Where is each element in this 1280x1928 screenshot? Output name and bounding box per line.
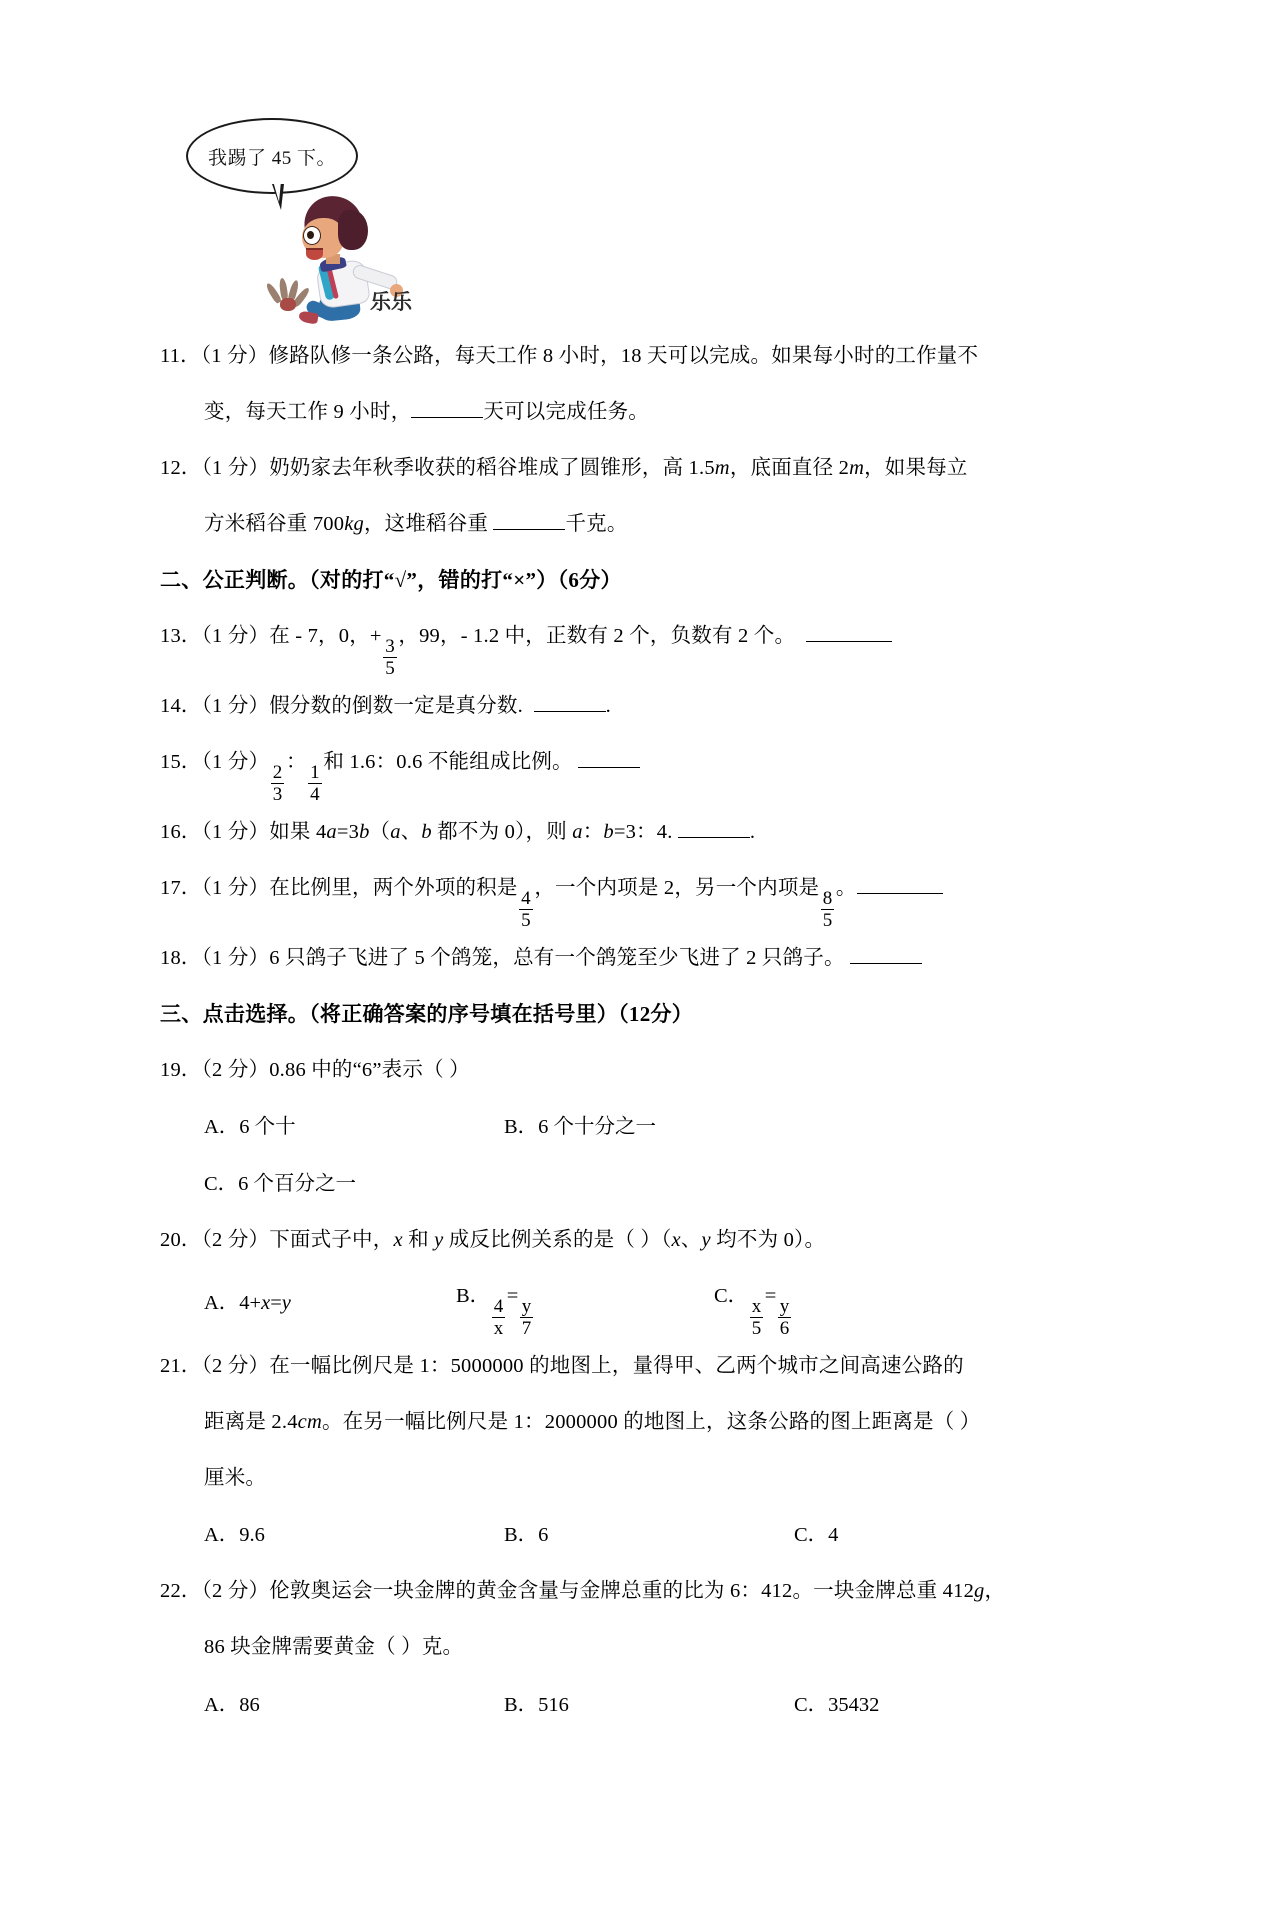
question-16-var-a2: a bbox=[390, 820, 401, 843]
question-15-number: 15． bbox=[160, 750, 202, 773]
fraction-y-7: $\frac{y}{7}$ bbox=[521, 1296, 532, 1340]
question-12-unit-kg: kg bbox=[344, 513, 364, 535]
question-21-line1: 在一幅比例尺是 1：5000000 的地图上，量得甲、乙两个城市之间高速公路的 bbox=[269, 1355, 964, 1378]
question-21-choice-c[interactable]: C．4 bbox=[794, 1524, 839, 1547]
question-21-choice-a[interactable]: A．9.6 bbox=[204, 1524, 265, 1547]
exam-page bbox=[0, 118, 1280, 1928]
question-20-var-y2: y bbox=[701, 1229, 711, 1252]
question-14-text-a: 假分数的倒数一定是真分数. bbox=[269, 694, 523, 717]
question-21-line2b: 。在另一幅比例尺是 1：2000000 的地图上，这条公路的图上距离是（ ） bbox=[321, 1411, 981, 1434]
question-11-line2-pre: 变，每天工作 9 小时， bbox=[204, 401, 412, 423]
question-22-choice-a[interactable]: A．86 bbox=[204, 1693, 260, 1716]
question-19-choices-row1 bbox=[160, 1098, 1120, 1155]
question-22-choice-c[interactable]: C．35432 bbox=[794, 1693, 880, 1716]
question-19-marks: （2 分） bbox=[201, 1058, 270, 1081]
question-12-marks: （1 分） bbox=[201, 457, 270, 479]
question-16-text-a: 如果 4 bbox=[269, 820, 327, 843]
question-13-blank[interactable] bbox=[806, 641, 892, 642]
fraction-x-5: $\frac{x}{5}$ bbox=[751, 1296, 762, 1340]
question-16-text-e: 都不为 0），则 bbox=[431, 820, 573, 843]
shuttlecock-icon bbox=[268, 278, 308, 312]
question-17-text-a: 在比例里，两个外项的积是 bbox=[269, 876, 518, 899]
question-17 bbox=[160, 860, 1120, 930]
question-21-number: 21． bbox=[160, 1355, 202, 1378]
speech-bubble-icon bbox=[186, 118, 358, 194]
question-17-blank[interactable] bbox=[857, 893, 943, 894]
question-11-line1: 修路队修一条公路，每天工作 8 小时，18 天可以完成。如果每小时的工作量不 bbox=[268, 345, 979, 367]
question-18-text-a: 6 只鸽子飞进了 5 个鸽笼，总有一个鸽笼至少飞进了 2 只鸽子。 bbox=[269, 946, 845, 969]
question-19-number: 19． bbox=[160, 1058, 202, 1081]
question-14-text-b: . bbox=[605, 694, 611, 717]
question-20 bbox=[160, 1212, 1120, 1268]
question-20-var-x2: x bbox=[671, 1229, 681, 1252]
fraction-y-6: $\frac{y}{6}$ bbox=[779, 1296, 790, 1340]
question-12-number: 12． bbox=[160, 457, 202, 479]
question-22-line1a: 伦敦奥运会一块金牌的黄金含量与金牌总重的比为 6：412。一块金牌总重 412 bbox=[269, 1580, 975, 1603]
question-22-choice-b[interactable]: B．516 bbox=[504, 1693, 569, 1716]
question-12-line1b: ，底面直径 2 bbox=[729, 457, 850, 479]
question-20-choices bbox=[160, 1268, 1120, 1338]
question-20-stem-e: 均不为 0）。 bbox=[710, 1229, 826, 1252]
question-19 bbox=[160, 1042, 1120, 1098]
question-13 bbox=[160, 608, 1120, 678]
question-20-stem-b: 和 bbox=[402, 1229, 435, 1252]
question-20-choice-c[interactable]: C． $\frac{x}{5}$ = $\frac{y}{6}$ bbox=[714, 1285, 790, 1340]
question-16-text-f: ： bbox=[582, 820, 604, 843]
question-14-number: 14． bbox=[160, 694, 202, 717]
fraction-8-5: $\frac{8}{5}$ bbox=[822, 887, 833, 931]
question-22-line1b: ， bbox=[984, 1580, 1006, 1603]
question-12-line2b: ，这堆稻谷重 bbox=[363, 513, 489, 535]
question-21-choices bbox=[160, 1506, 1120, 1563]
question-11-number: 11． bbox=[160, 345, 201, 367]
fraction-4-5: $\frac{4}{5}$ bbox=[521, 887, 531, 931]
question-20-stem-a: 下面式子中， bbox=[269, 1229, 394, 1252]
question-12-line1a: 奶奶家去年秋季收获的稻谷堆成了圆锥形，高 1.5 bbox=[269, 457, 715, 479]
question-15-text-b: 和 1.6：0.6 不能组成比例。 bbox=[323, 750, 573, 773]
question-16-var-b2: b bbox=[421, 820, 432, 843]
character-label: 乐乐 bbox=[370, 290, 412, 314]
section-3-heading: 三、点击选择。（将正确答案的序号填在括号里）（12分） bbox=[160, 1001, 694, 1026]
question-19-choice-b[interactable]: B．6 个十分之一 bbox=[504, 1115, 657, 1138]
question-16-var-b1: b bbox=[359, 820, 370, 843]
question-21-unit-cm: cm bbox=[297, 1411, 322, 1434]
question-12 bbox=[160, 440, 1120, 552]
question-13-marks: （1 分） bbox=[201, 625, 270, 647]
question-20-number: 20． bbox=[160, 1229, 202, 1252]
question-11-marks: （1 分） bbox=[200, 345, 269, 367]
question-22-number: 22． bbox=[160, 1580, 202, 1603]
question-11-blank[interactable] bbox=[411, 417, 483, 418]
question-17-text-b: ，一个内项是 2，另一个内项是 bbox=[534, 876, 820, 899]
question-11-line2-post: 天可以完成任务。 bbox=[483, 401, 650, 423]
fraction-2-3: $\frac{2}{3}$ bbox=[272, 761, 283, 805]
question-13-text-b: ，99，- 1.2 中，正数有 2 个，负数有 2 个。 bbox=[398, 625, 796, 647]
question-12-line2c: 千克。 bbox=[565, 513, 628, 535]
question-14-marks: （1 分） bbox=[201, 694, 270, 717]
question-14 bbox=[160, 678, 1120, 734]
question-17-marks: （1 分） bbox=[201, 876, 270, 899]
question-12-unit-m2: m bbox=[849, 457, 865, 479]
question-22-unit-g: g bbox=[974, 1580, 985, 1603]
fraction-3-5: $\frac{3}{5}$ bbox=[385, 635, 395, 679]
question-16-var-b3: b bbox=[603, 820, 614, 843]
question-20-var-y1: y bbox=[434, 1229, 444, 1252]
question-16-text-h: . bbox=[749, 820, 756, 843]
question-12-line2a: 方米稻谷重 700 bbox=[204, 513, 345, 535]
question-16-blank[interactable] bbox=[678, 837, 750, 838]
question-16-text-d: 、 bbox=[400, 820, 422, 843]
question-19-choices-row2 bbox=[160, 1155, 1120, 1212]
question-13-text-a: 在 - 7，0，+ bbox=[269, 625, 382, 647]
question-16-text-b: =3 bbox=[336, 820, 360, 843]
question-22-line2: 86 块金牌需要黄金（ ）克。 bbox=[204, 1636, 464, 1659]
question-21-choice-b[interactable]: B．6 bbox=[504, 1524, 549, 1547]
question-16-number: 16． bbox=[160, 820, 202, 843]
question-16-var-a1: a bbox=[326, 820, 337, 843]
question-16-marks: （1 分） bbox=[201, 820, 270, 843]
question-22-marks: （2 分） bbox=[201, 1580, 270, 1603]
question-12-blank[interactable] bbox=[493, 529, 565, 530]
question-13-number: 13． bbox=[160, 625, 202, 647]
question-15-marks: （1 分） bbox=[201, 750, 270, 773]
question-15-blank[interactable] bbox=[578, 767, 640, 768]
question-21-line2a: 距离是 2.4 bbox=[204, 1411, 298, 1434]
fraction-4-x: $\frac{4}{x}$ bbox=[493, 1296, 504, 1340]
question-21 bbox=[160, 1338, 1120, 1506]
question-17-number: 17． bbox=[160, 876, 202, 899]
speech-bubble-text: 我踢了 45 下。 bbox=[207, 147, 336, 169]
question-21-line3: 厘米。 bbox=[204, 1467, 267, 1490]
question-20-stem-d: 、 bbox=[680, 1229, 702, 1252]
question-19-choice-c[interactable]: C．6 个百分之一 bbox=[204, 1173, 357, 1196]
question-20-var-x1: x bbox=[393, 1229, 403, 1252]
question-16-text-c: （ bbox=[369, 820, 391, 843]
question-20-choice-b[interactable]: B． $\frac{4}{x}$ = $\frac{y}{7}$ bbox=[456, 1285, 532, 1340]
question-21-marks: （2 分） bbox=[201, 1355, 270, 1378]
question-18-number: 18． bbox=[160, 946, 202, 969]
question-20-stem-c: 成反比例关系的是（ ）（ bbox=[443, 1229, 672, 1252]
illustration-block bbox=[174, 118, 1120, 328]
question-20-marks: （2 分） bbox=[201, 1229, 270, 1252]
question-16-text-g: =3：4. bbox=[613, 820, 673, 843]
question-22-choices bbox=[160, 1675, 1120, 1732]
question-19-choice-a[interactable]: A．6 个十 bbox=[204, 1115, 296, 1138]
question-11 bbox=[160, 328, 1120, 440]
question-22 bbox=[160, 1563, 1120, 1675]
question-12-line1c: ，如果每立 bbox=[864, 457, 968, 479]
question-18-blank[interactable] bbox=[850, 963, 922, 964]
question-18 bbox=[160, 930, 1120, 986]
question-14-blank[interactable] bbox=[534, 711, 606, 712]
question-17-text-c: 。 bbox=[835, 876, 857, 899]
question-16-var-a3: a bbox=[572, 820, 583, 843]
question-15 bbox=[160, 734, 1120, 804]
question-19-stem: 0.86 中的“6”表示（ ） bbox=[269, 1058, 470, 1081]
fraction-1-4: $\frac{1}{4}$ bbox=[310, 761, 320, 805]
question-16 bbox=[160, 804, 1120, 860]
question-15-sep: ： bbox=[285, 750, 307, 773]
question-18-marks: （1 分） bbox=[201, 946, 270, 969]
question-12-unit-m1: m bbox=[714, 457, 730, 479]
question-20-choice-a[interactable]: A．4+x=y bbox=[204, 1292, 291, 1315]
section-2-heading: 二、公正判断。（对的打“√”，错的打“×”）（6分） bbox=[160, 568, 622, 592]
